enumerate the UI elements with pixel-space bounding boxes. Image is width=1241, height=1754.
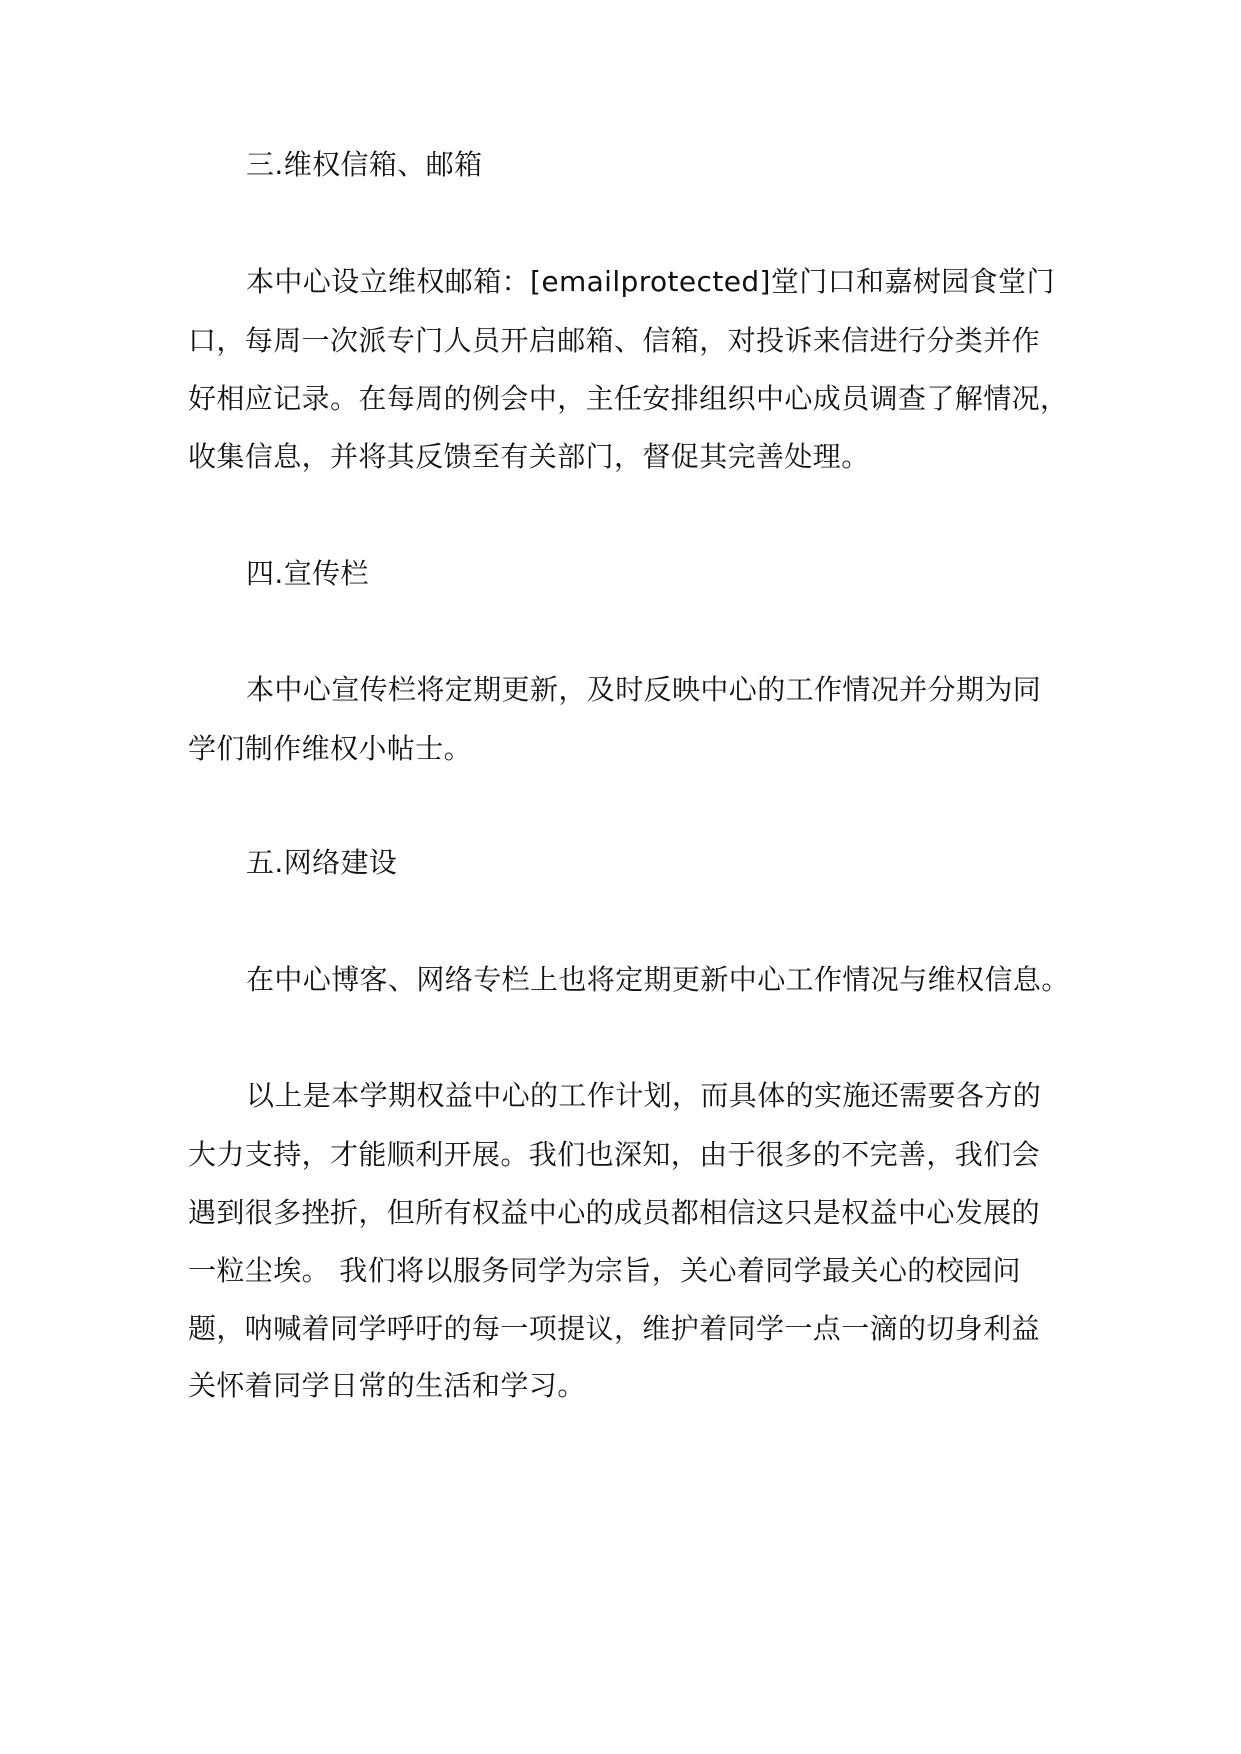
paragraph-line: 收集信息，并将其反馈至有关部门，督促其完善处理。 — [188, 440, 870, 473]
paragraph-line: 遇到很多挫折，但所有权益中心的成员都相信这只是权益中心发展的 — [188, 1196, 1041, 1229]
paragraph-line: 学们制作维权小帖士。 — [188, 732, 473, 765]
section-heading-mailbox: 三.维权信箱、邮箱 — [246, 148, 483, 181]
paragraph-line: 本中心宣传栏将定期更新，及时反映中心的工作情况并分期为同 — [246, 673, 1042, 706]
section-heading-network: 五.网络建设 — [246, 846, 398, 879]
paragraph-line: 关怀着同学日常的生活和学习。 — [188, 1369, 586, 1402]
paragraph-line: 本中心设立维权邮箱：[emailprotected]堂门口和嘉树园食堂门 — [246, 265, 1055, 298]
paragraph-line: 以上是本学期权益中心的工作计划，而具体的实施还需要各方的 — [246, 1079, 1042, 1112]
paragraph-line: 大力支持，才能顺利开展。我们也深知，由于很多的不完善，我们会 — [188, 1138, 1041, 1171]
paragraph-line: 题，呐喊着同学呼吁的每一项提议，维护着同学一点一滴的切身利益 — [188, 1312, 1041, 1345]
paragraph-line: 好相应记录。在每周的例会中，主任安排组织中心成员调查了解情况， — [188, 382, 1069, 415]
paragraph-line: 一粒尘埃。 我们将以服务同学为宗旨，关心着同学最关心的校园问 — [188, 1254, 1021, 1287]
paragraph-line: 口，每周一次派专门人员开启邮箱、信箱，对投诉来信进行分类并作 — [188, 324, 1041, 357]
section-heading-bulletin-board: 四.宣传栏 — [246, 557, 369, 590]
paragraph-line: 在中心博客、网络专栏上也将定期更新中心工作情况与维权信息。 — [246, 963, 1070, 996]
